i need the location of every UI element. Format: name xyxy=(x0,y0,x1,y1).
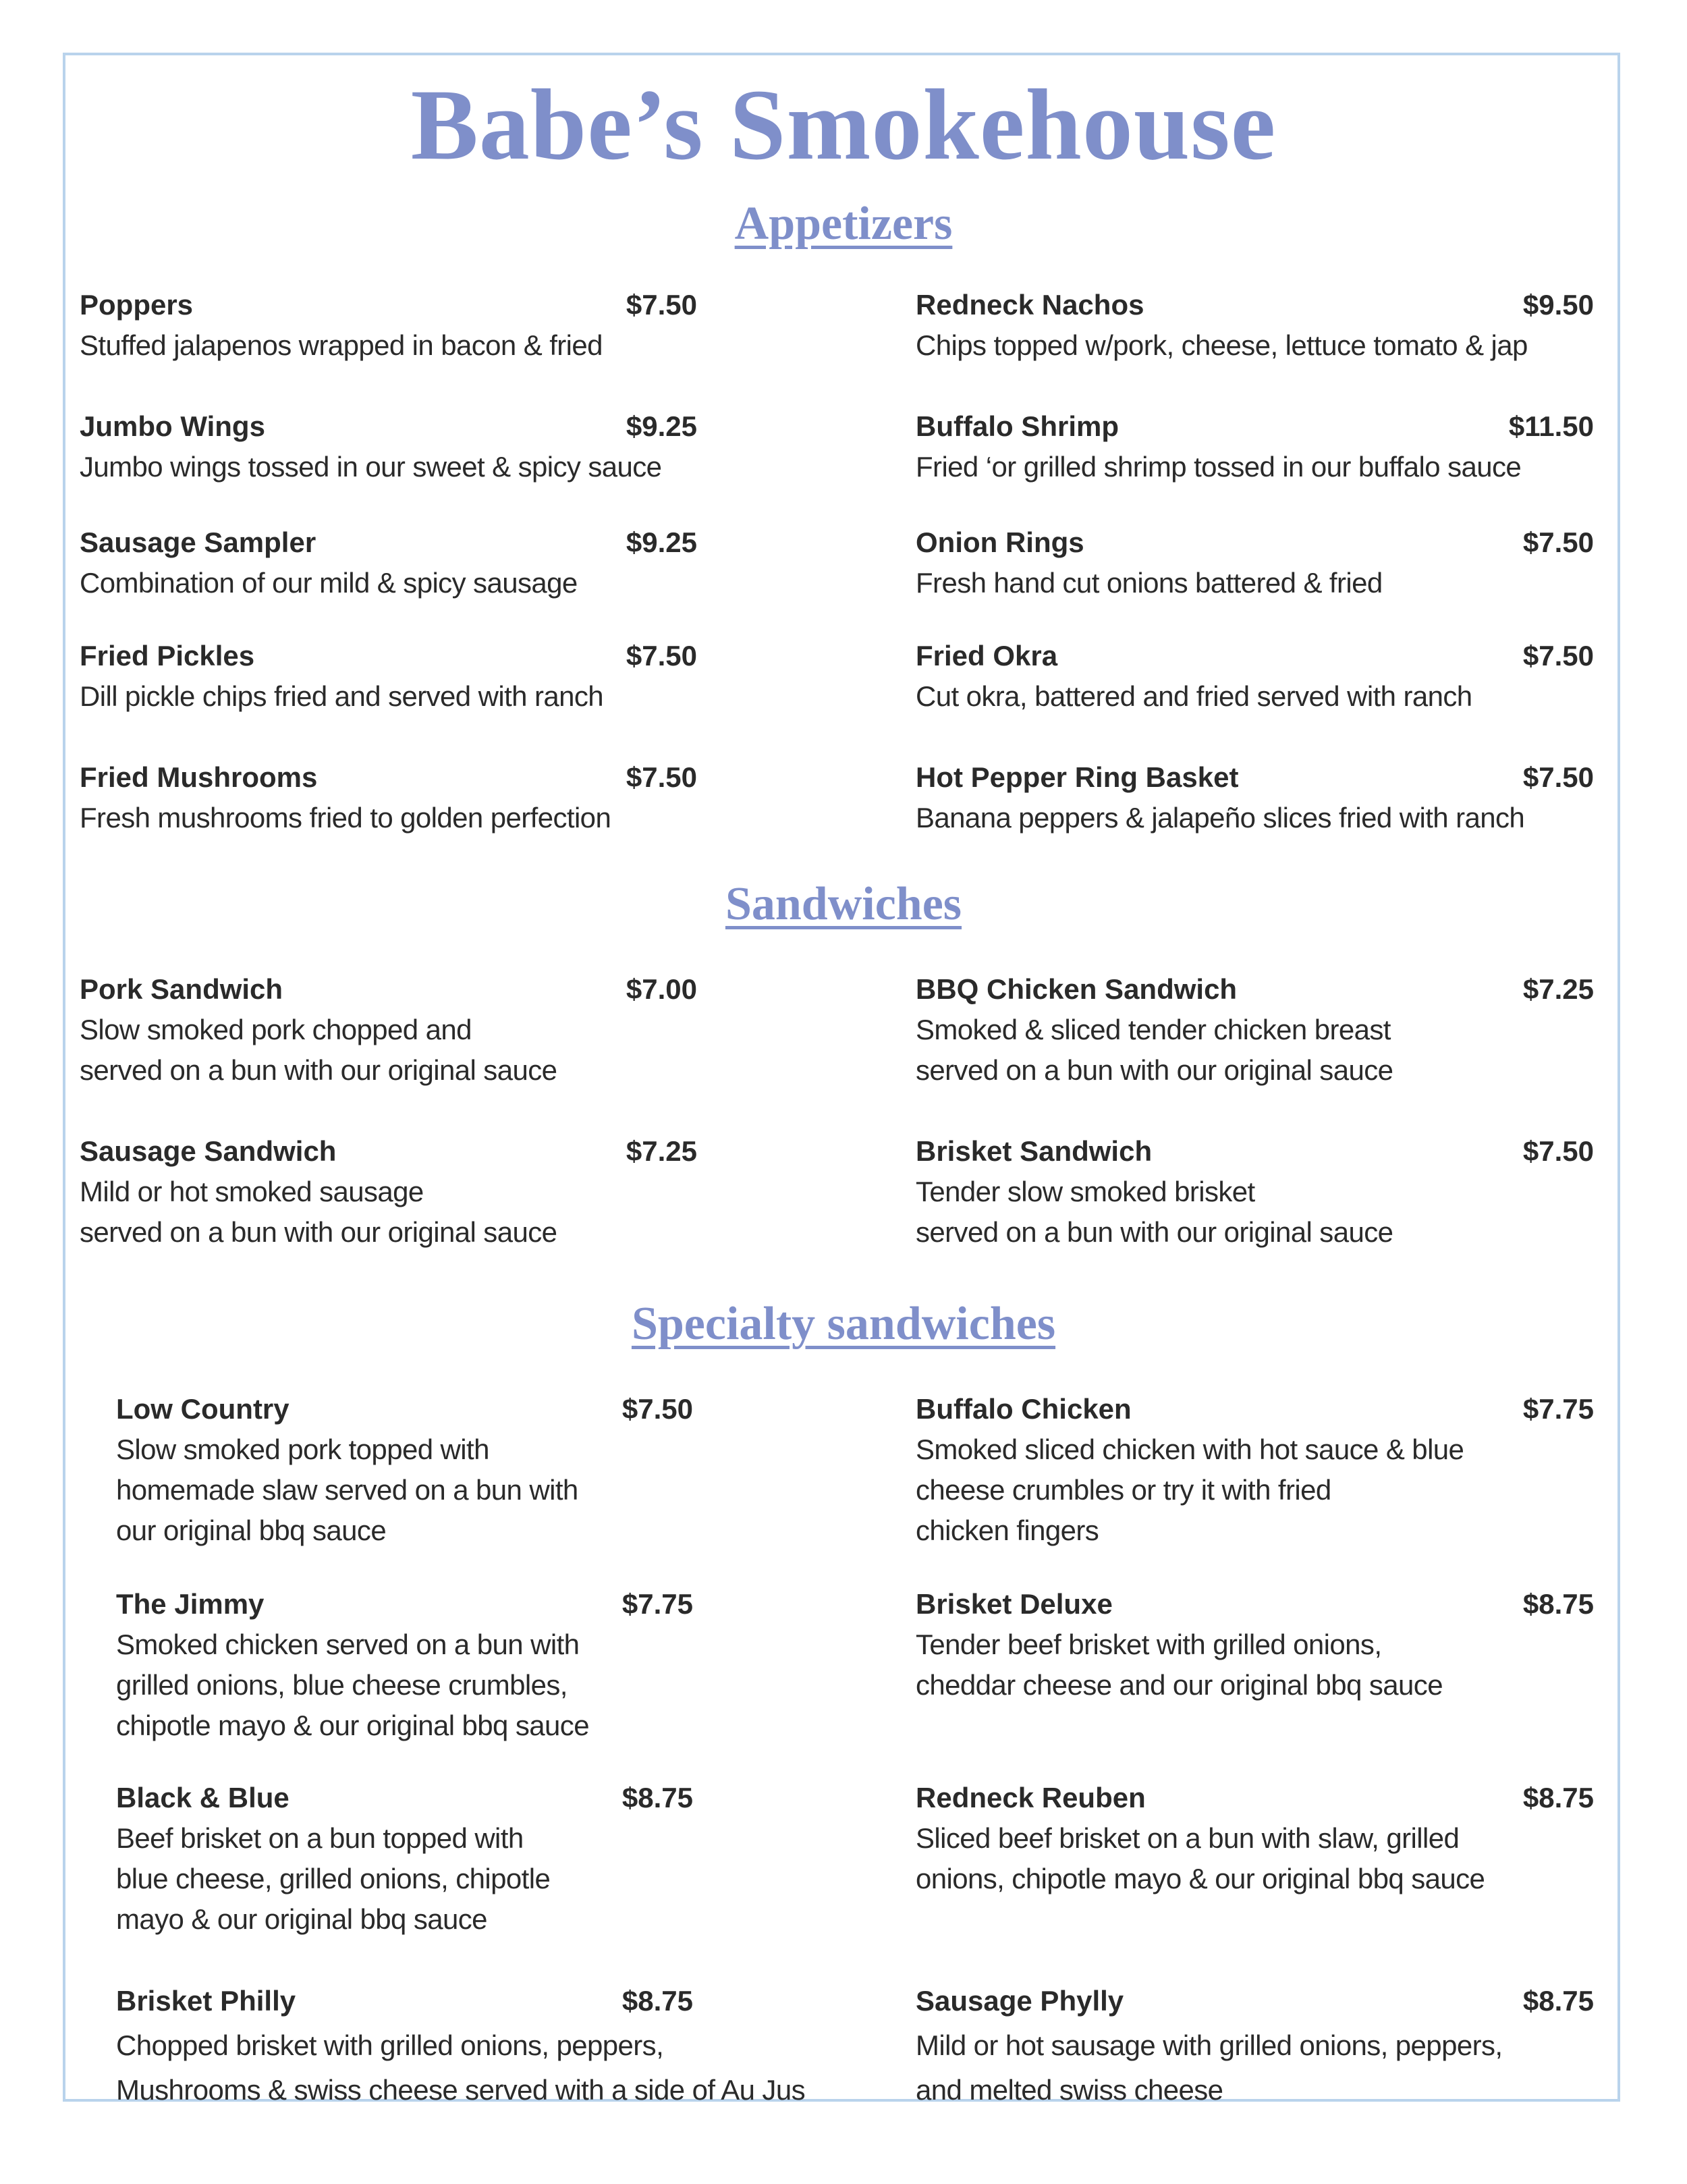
item-name: Black & Blue xyxy=(116,1782,289,1813)
item-price: $8.75 xyxy=(621,1782,693,1813)
item-description: Fresh hand cut onions battered & fried xyxy=(916,567,1383,599)
menu-item xyxy=(116,1389,693,1551)
item-description: Smoked chicken served on a bun with xyxy=(116,1629,580,1660)
item-name: Poppers xyxy=(80,289,194,321)
item-price: $7.50 xyxy=(621,1393,693,1425)
item-price: $9.25 xyxy=(626,410,697,442)
menu-item xyxy=(116,1778,693,1940)
item-description: served on a bun with our original sauce xyxy=(80,1054,557,1086)
item-description: Slow smoked pork topped with xyxy=(116,1434,489,1465)
item-name: Redneck Reuben xyxy=(916,1782,1146,1813)
item-name: Sausage Sandwich xyxy=(80,1135,337,1167)
item-description: Stuffed jalapenos wrapped in bacon & fried xyxy=(80,329,603,361)
item-description: served on a bun with our original sauce xyxy=(916,1216,1393,1248)
item-description: mayo & our original bbq sauce xyxy=(116,1903,487,1935)
item-price: $7.50 xyxy=(1522,526,1594,558)
item-description: Dill pickle chips fried and served with ranch xyxy=(80,680,604,712)
menu-item xyxy=(116,1584,693,1746)
item-name: Pork Sandwich xyxy=(80,973,283,1005)
item-name: The Jimmy xyxy=(116,1588,265,1620)
item-price: $8.75 xyxy=(621,1985,693,2017)
menu-item xyxy=(80,757,697,838)
item-description: Mild or hot smoked sausage xyxy=(80,1176,424,1207)
item-description: Jumbo wings tossed in our sweet & spicy sauce xyxy=(80,451,662,483)
item-name: Brisket Sandwich xyxy=(916,1135,1153,1167)
menu-item xyxy=(80,406,697,487)
item-name: Brisket Deluxe xyxy=(916,1588,1113,1620)
item-name: Fried Okra xyxy=(916,640,1058,672)
menu-item xyxy=(916,1389,1594,1551)
item-price: $7.50 xyxy=(626,289,697,321)
item-description: Slow smoked pork chopped and xyxy=(80,1014,472,1045)
item-name: Buffalo Chicken xyxy=(916,1393,1132,1425)
item-description: Fresh mushrooms fried to golden perfection xyxy=(80,802,611,834)
item-description: Fried ‘or grilled shrimp tossed in our buffalo sauce xyxy=(916,451,1522,483)
item-price: $7.50 xyxy=(1522,640,1594,672)
item-name: Fried Mushrooms xyxy=(80,761,318,793)
item-price: $9.25 xyxy=(626,526,697,558)
item-price: $7.50 xyxy=(626,761,697,793)
menu-item xyxy=(116,1979,805,2112)
item-description: cheddar cheese and our original bbq sauce xyxy=(916,1669,1443,1701)
menu-item xyxy=(916,522,1594,603)
section-heading-specialty: Specialty sandwiches xyxy=(631,1298,1056,1350)
item-price: $7.00 xyxy=(626,973,697,1005)
item-description: Beef brisket on a bun topped with xyxy=(116,1822,524,1854)
item-name: Sausage Phylly xyxy=(916,1985,1124,2017)
item-name: Redneck Nachos xyxy=(916,289,1144,321)
item-description: cheese crumbles or try it with fried xyxy=(916,1474,1331,1506)
item-description: and melted swiss cheese xyxy=(916,2074,1223,2106)
item-description: Sliced beef brisket on a bun with slaw, grilled xyxy=(916,1822,1460,1854)
item-description: Mild or hot sausage with grilled onions, peppers, xyxy=(916,2029,1503,2061)
item-description: blue cheese, grilled onions, chipotle xyxy=(116,1863,551,1894)
item-name: BBQ Chicken Sandwich xyxy=(916,973,1238,1005)
item-price: $8.75 xyxy=(1522,1985,1594,2017)
menu-item xyxy=(80,1131,697,1253)
item-description: Banana peppers & jalapeño slices fried with ranch xyxy=(916,802,1525,834)
item-description: onions, chipotle mayo & our original bbq sauce xyxy=(916,1863,1485,1894)
menu-item xyxy=(916,1584,1594,1705)
item-description: Tender slow smoked brisket xyxy=(916,1176,1255,1207)
menu-item xyxy=(80,285,697,366)
item-description: homemade slaw served on a bun with xyxy=(116,1474,578,1506)
menu-item xyxy=(916,757,1594,838)
item-description: Smoked sliced chicken with hot sauce & blue xyxy=(916,1434,1464,1465)
item-name: Buffalo Shrimp xyxy=(916,410,1119,442)
menu-item xyxy=(916,1979,1594,2112)
item-price: $7.25 xyxy=(626,1135,697,1167)
item-description: served on a bun with our original sauce xyxy=(916,1054,1393,1086)
item-description: Mushrooms & swiss cheese served with a side of Au Jus xyxy=(116,2074,805,2106)
section-heading-sandwiches: Sandwiches xyxy=(725,878,962,930)
item-description: grilled onions, blue cheese crumbles, xyxy=(116,1669,568,1701)
item-description: chipotle mayo & our original bbq sauce xyxy=(116,1710,589,1741)
item-description: chicken fingers xyxy=(916,1514,1099,1546)
section-heading-appetizers: Appetizers xyxy=(734,198,953,250)
menu-item xyxy=(916,406,1594,487)
menu-item xyxy=(80,969,697,1091)
item-price: $8.75 xyxy=(1522,1782,1594,1813)
menu-item xyxy=(80,522,697,603)
item-price: $7.50 xyxy=(1522,1135,1594,1167)
item-price: $7.25 xyxy=(1522,973,1594,1005)
item-description: Chopped brisket with grilled onions, peppers, xyxy=(116,2029,664,2061)
menu-item xyxy=(916,636,1594,717)
menu-item xyxy=(916,285,1594,366)
item-price: $9.50 xyxy=(1522,289,1594,321)
item-description: Combination of our mild & spicy sausage xyxy=(80,567,578,599)
item-name: Low Country xyxy=(116,1393,289,1425)
item-description: served on a bun with our original sauce xyxy=(80,1216,557,1248)
menu-item xyxy=(80,636,697,717)
menu-item xyxy=(916,1778,1594,1899)
item-name: Jumbo Wings xyxy=(80,410,265,442)
item-name: Fried Pickles xyxy=(80,640,255,672)
item-price: $7.75 xyxy=(1522,1393,1594,1425)
restaurant-title: Babe’s Smokehouse xyxy=(410,69,1277,181)
menu-item xyxy=(916,969,1594,1091)
item-name: Brisket Philly xyxy=(116,1985,296,2017)
item-name: Hot Pepper Ring Basket xyxy=(916,761,1239,793)
item-description: Cut okra, battered and fried served with ranch xyxy=(916,680,1472,712)
item-description: Smoked & sliced tender chicken breast xyxy=(916,1014,1391,1045)
item-description: Tender beef brisket with grilled onions, xyxy=(916,1629,1382,1660)
item-price: $8.75 xyxy=(1522,1588,1594,1620)
item-description: our original bbq sauce xyxy=(116,1514,387,1546)
item-name: Onion Rings xyxy=(916,526,1084,558)
item-price: $7.50 xyxy=(626,640,697,672)
item-price: $7.75 xyxy=(621,1588,693,1620)
item-price: $7.50 xyxy=(1522,761,1594,793)
item-name: Sausage Sampler xyxy=(80,526,316,558)
menu-item xyxy=(916,1131,1594,1253)
item-price: $11.50 xyxy=(1508,410,1594,442)
item-description: Chips topped w/pork, cheese, lettuce tomato & jap xyxy=(916,329,1528,361)
